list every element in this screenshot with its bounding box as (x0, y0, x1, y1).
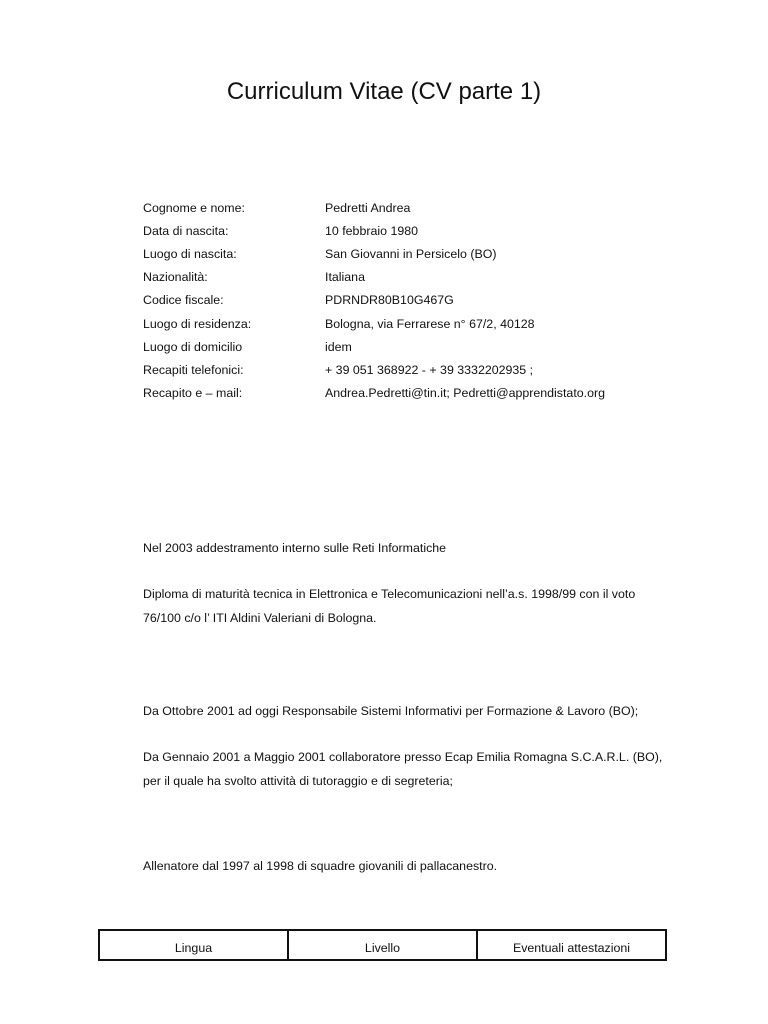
info-row-name (143, 196, 703, 219)
info-value: + 39 051 368922 - + 39 3332202935 ; (325, 362, 534, 377)
info-label: Nazionalità: (143, 270, 208, 285)
document-title: Curriculum Vitae (CV parte 1) (226, 78, 542, 105)
experience-paragraph: Da Ottobre 2001 ad oggi Responsabile Sistemi Informativi per Formazione & Lavoro (BO); (143, 704, 639, 718)
info-value: 10 febbraio 1980 (325, 223, 419, 238)
info-row-nationality (143, 266, 703, 289)
info-row-birthplace (143, 242, 703, 265)
info-label: Recapiti telefonici: (143, 362, 244, 377)
info-row-email (143, 382, 703, 405)
education-paragraph: Diploma di maturità tecnica in Elettronica e Telecomunicazioni nell’a.s. 1998/99 con il voto 76/100 c/o l’ ITI Aldini Valeriani di Bologna. (143, 587, 636, 625)
info-row-tax-code (143, 289, 703, 312)
personal-info-list (143, 196, 703, 405)
info-label: Cognome e nome: (143, 200, 245, 215)
info-value: Pedretti Andrea (325, 200, 411, 215)
info-label: Luogo di residenza: (143, 316, 252, 331)
info-value: Andrea.Pedretti@tin.it; Pedretti@apprendistato.org (325, 386, 606, 401)
other-paragraph: Allenatore dal 1997 al 1998 di squadre giovanili di pallacanestro. (143, 859, 498, 873)
info-row-phones (143, 358, 703, 381)
info-label: Recapito e – mail: (143, 386, 243, 401)
info-row-domicile (143, 335, 703, 358)
info-label: Luogo di nascita: (143, 246, 237, 261)
info-value: Bologna, via Ferrarese n° 67/2, 40128 (325, 316, 535, 331)
info-row-birthdate (143, 219, 703, 242)
info-label: Codice fiscale: (143, 293, 224, 308)
languages-table (98, 929, 667, 961)
table-header-attestazioni: Eventuali attestazioni (477, 930, 666, 960)
info-value: PDRNDR80B10G467G (325, 293, 454, 308)
info-value: Italiana (325, 270, 365, 285)
info-row-residence (143, 312, 703, 335)
education-paragraph: Nel 2003 addestramento interno sulle Reti Informatiche (143, 541, 447, 555)
info-value: idem (325, 339, 352, 354)
experience-paragraph: Da Gennaio 2001 a Maggio 2001 collaboratore presso Ecap Emilia Romagna S.C.A.R.L. (BO), per il quale ha svolto attività di tutoraggio e di segreteria; (143, 750, 663, 788)
info-label: Data di nascita: (143, 223, 229, 238)
info-value: San Giovanni in Persicelo (BO) (325, 246, 497, 261)
table-header-livello: Livello (288, 930, 477, 960)
info-label: Luogo di domicilio (143, 339, 243, 354)
table-header-row (99, 930, 666, 960)
table-header-lingua: Lingua (99, 930, 288, 960)
